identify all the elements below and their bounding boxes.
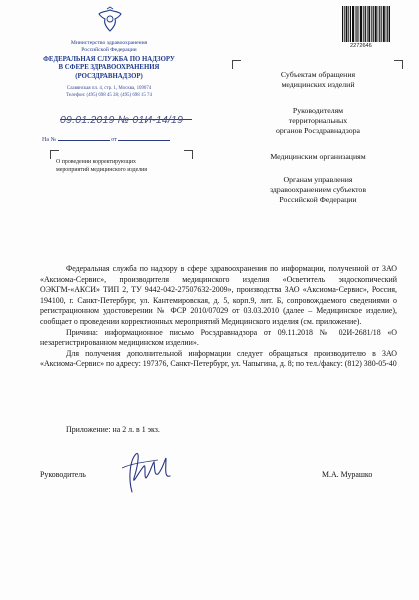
handwritten-signature xyxy=(114,448,174,496)
recipient-block-4 xyxy=(238,175,398,204)
attachment-note: Приложение: на 2 л. в 1 экз. xyxy=(66,425,160,434)
subject-line-1: О проведении корректирующих xyxy=(56,159,136,165)
signer-title: Руководитель xyxy=(40,470,86,479)
service-line-2: В СФЕРЕ ЗДРАВООХРАНЕНИЯ xyxy=(58,64,160,72)
body-paragraph-1: Федеральная служба по надзору в сфере здравоохранения по информации, полученной от ЗАО «Аксиома-Сервис», производителя медицинского изделия «Осветитель эндоскопический ОЭКГМ-«АКСИ» ТИП 2, ТУ 9442-042-27507632-2009», производства ЗАО «Аксиома-Сервис», Россия, 194100, г. Санкт-Петербург, ул. Кантемировская, д. 5, корп.9, лит. Б, сопровождаемого сведениями о регистрационном удостоверении № ФСР 2010/07029 от 03.03.2010 (далее – Медицинское изделие), сообщает о проведении корректионных мероприятий Медицинского изделия (см. приложение). xyxy=(40,264,397,326)
recipient-2-line-2: территориальных xyxy=(288,115,348,125)
ministry-line-2: Российской Федерации xyxy=(81,47,137,53)
recipient-block-3 xyxy=(238,152,398,162)
signer-name: М.А. Мурашко xyxy=(322,470,373,479)
recipient-corner-right xyxy=(394,60,403,69)
recipient-block-1 xyxy=(238,70,398,90)
body-paragraph-3: Для получения дополнительной информации следует обращаться производителю в ЗАО «Аксиома-Сервис» по адресу: 197376, Санкт-Петербург, ул. Чапыгина, д. 8; по тел./факсу: (812) 380-05-40 xyxy=(40,348,397,369)
letter-body xyxy=(40,264,397,370)
address-line-2: Телефон: (495) 698 45 38; (495) 698 15 74 xyxy=(66,92,152,98)
recipient-4-line-3: Российской Федерации xyxy=(279,194,357,204)
subject-corner-right xyxy=(184,150,193,159)
coat-of-arms-emblem xyxy=(95,6,125,36)
barcode-number: 2272646 xyxy=(350,43,372,49)
incoming-date-blank xyxy=(118,134,170,141)
service-line-3: (РОСЗДРАВНАДЗОР) xyxy=(75,72,143,80)
service-name xyxy=(0,56,218,81)
address-line-1: Славянская пл. 4, стр. 1, Москва, 109074 xyxy=(66,86,152,91)
incoming-reference-line xyxy=(42,134,170,143)
subject-line-2: мероприятий медицинского изделия xyxy=(56,167,148,173)
recipient-block-2 xyxy=(238,106,398,135)
service-line-1: ФЕДЕРАЛЬНАЯ СЛУЖБА ПО НАДЗОРУ xyxy=(43,56,175,63)
recipient-2-line-1: Руководителям xyxy=(292,106,344,115)
recipient-4-line-2: здравоохранением субъектов xyxy=(269,184,367,194)
barcode xyxy=(342,6,390,42)
recipient-3-line-1: Медицинским организациям xyxy=(270,152,366,161)
recipient-corner-left xyxy=(232,60,241,69)
recipient-1-line-1: Субъектам обращения xyxy=(280,70,356,79)
ministry-line-1: Министерство здравоохранения xyxy=(70,40,148,46)
body-paragraph-2: Причина: информационное письмо Росздравнадзора от 09.11.2018 № 02И-2681/18 «О незарегистрированном медицинском изделии». xyxy=(40,327,397,348)
recipient-4-line-1: Органам управления xyxy=(283,175,353,184)
service-address xyxy=(0,86,218,99)
recipient-1-line-2: медицинских изделий xyxy=(281,79,355,89)
incoming-number-blank xyxy=(58,134,110,141)
incoming-number-label: На № xyxy=(42,137,57,143)
recipient-2-line-3: органов Росздравнадзора xyxy=(276,125,360,135)
incoming-from-label: от xyxy=(111,137,117,143)
ministry-name xyxy=(0,40,218,54)
subject-text xyxy=(56,158,147,174)
outgoing-date-number: 09.01.2019 № 01И-14/19 xyxy=(60,114,184,126)
